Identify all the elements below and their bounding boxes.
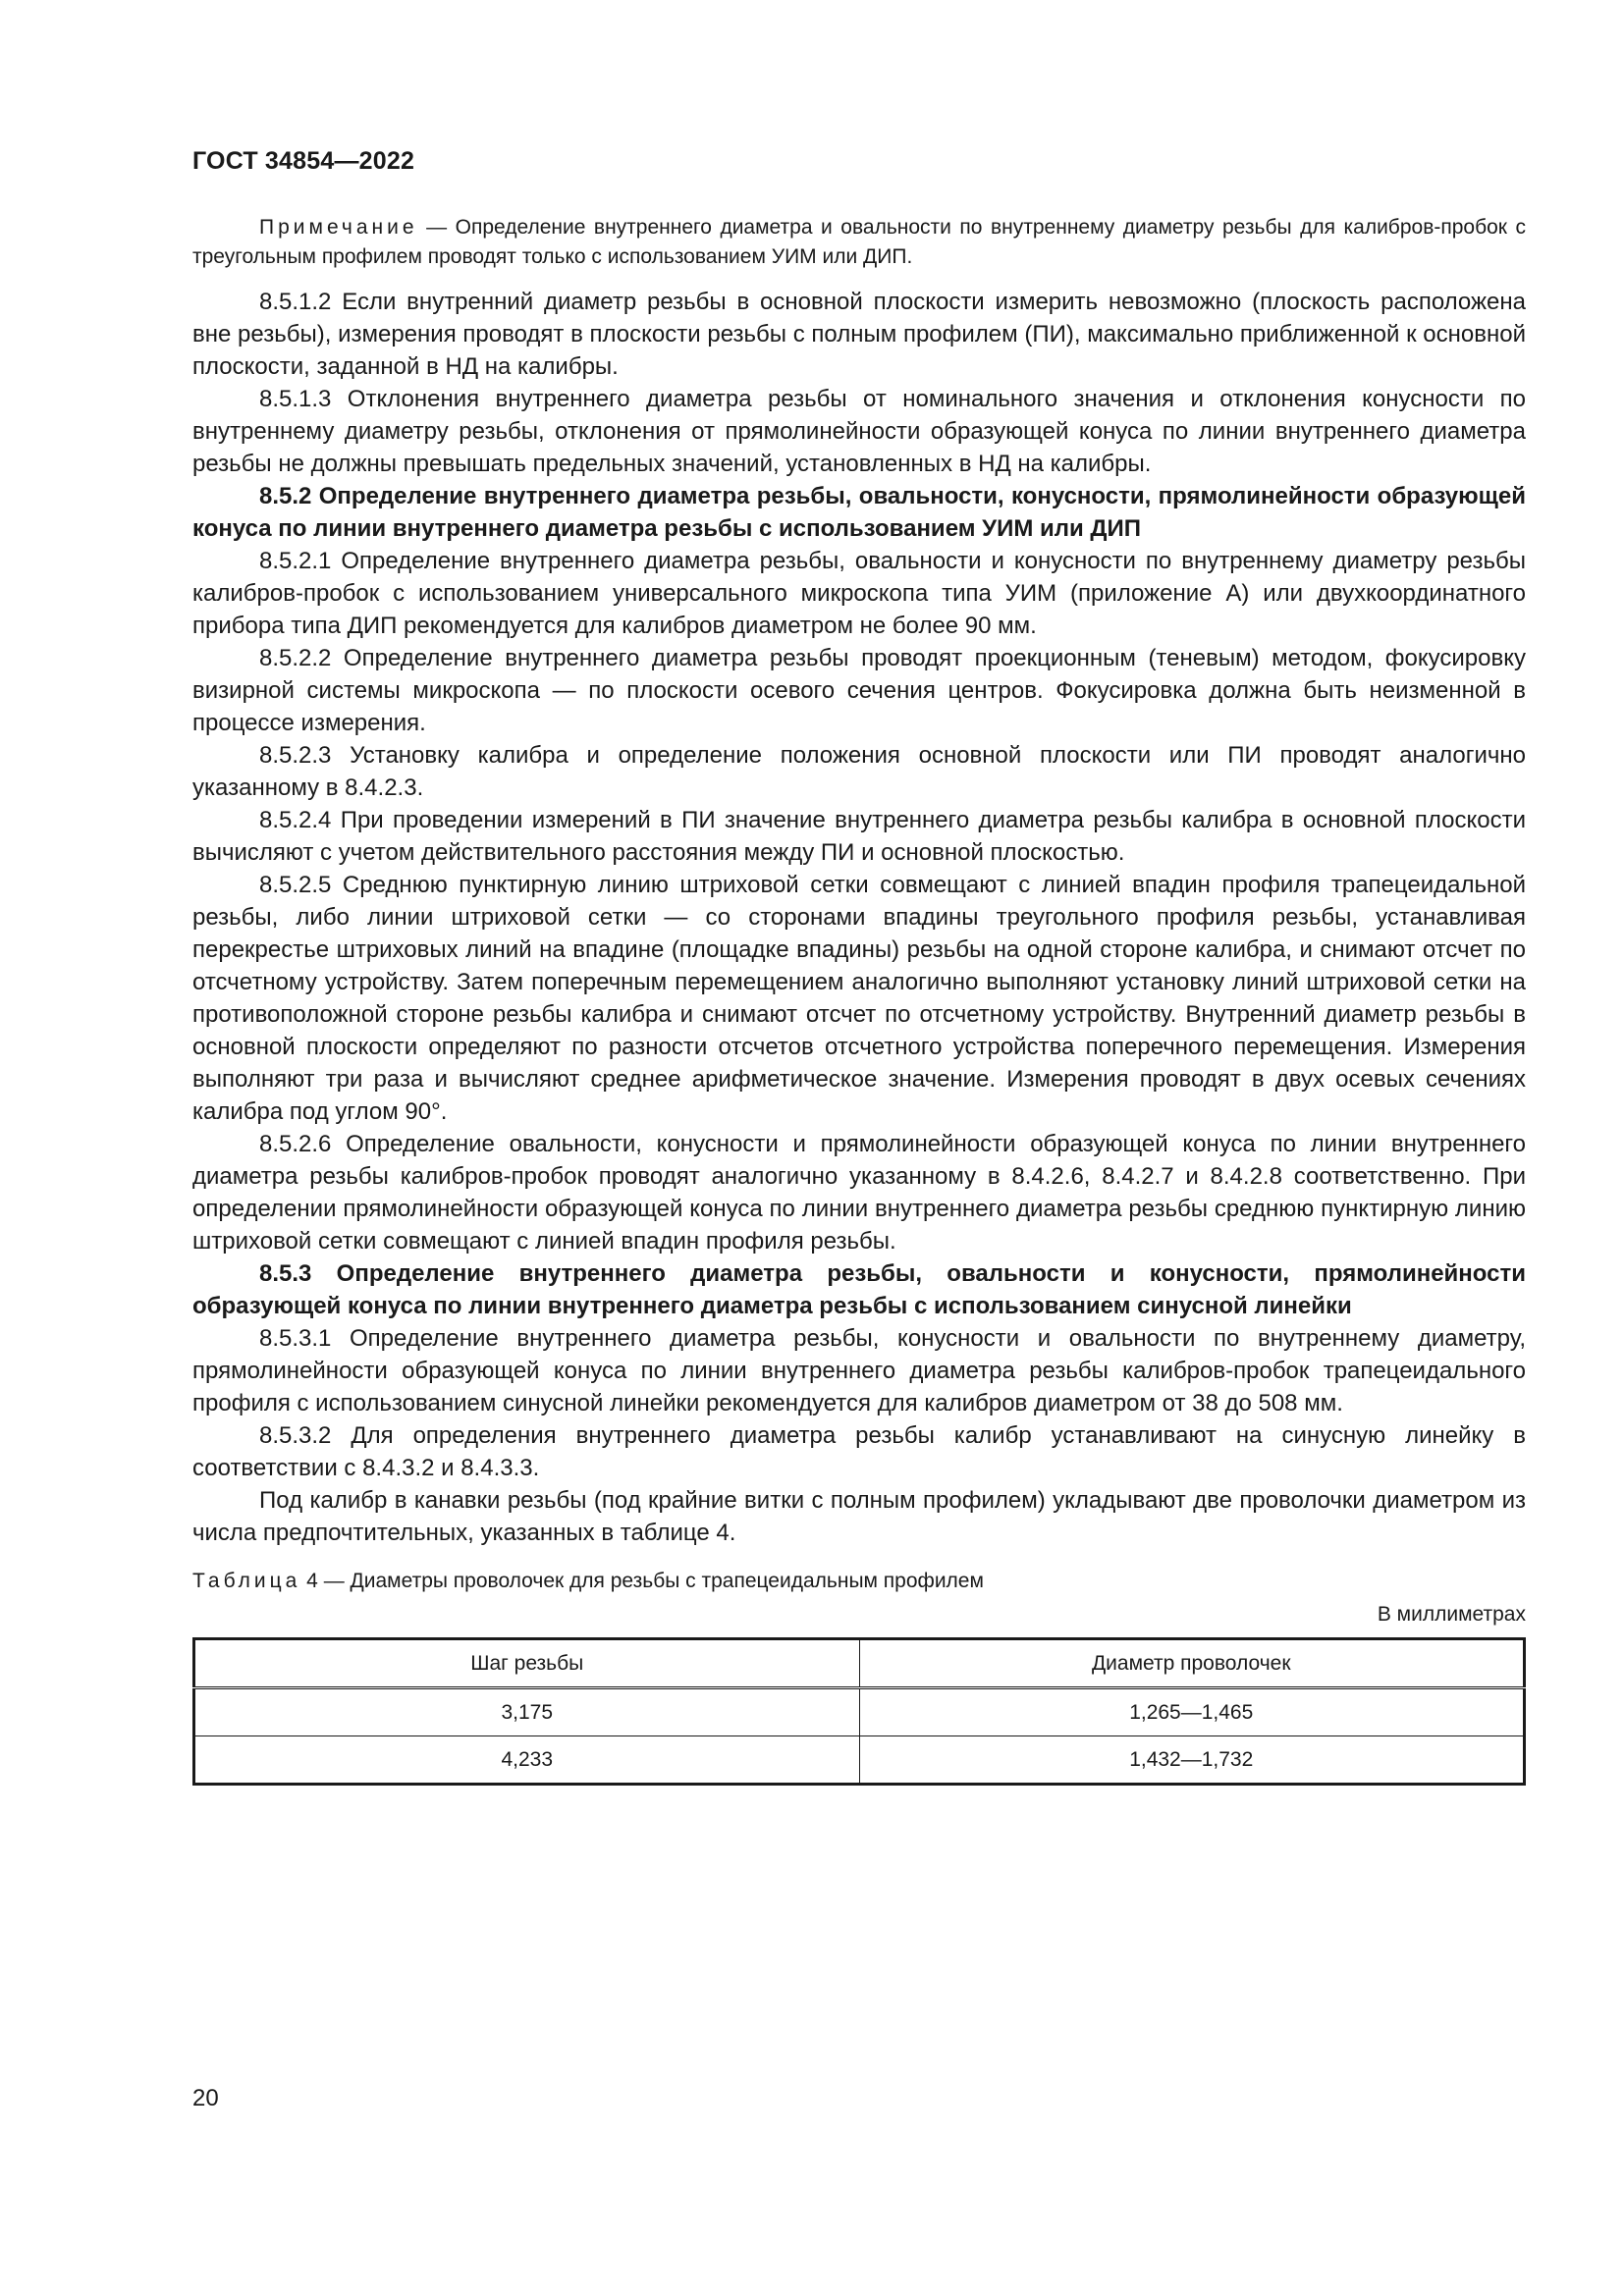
table-cell: 1,265—1,465 bbox=[859, 1688, 1525, 1736]
section-heading: 8.5.2 Определение внутреннего диаметра резьбы, овальности, конусности, прямолинейности образующей конуса по линии внутреннего диаметра резьбы с использованием УИМ или ДИП bbox=[192, 483, 1526, 542]
document-page bbox=[192, 147, 1526, 1786]
paragraph: 8.5.2.4 При проведении измерений в ПИ значение внутреннего диаметра резьбы калибра в основной плоскости вычисляют с учетом действительного расстояния между ПИ и основной плоскостью. bbox=[192, 807, 1526, 866]
paragraph: 8.5.3.2 Для определения внутреннего диаметра резьбы калибр устанавливают на синусную линейку в соответствии с 8.4.3.2 и 8.4.3.3. bbox=[192, 1422, 1526, 1481]
document-header: ГОСТ 34854—2022 bbox=[192, 147, 415, 175]
table-units: В миллиметрах bbox=[1377, 1603, 1526, 1626]
paragraph: Под калибр в канавки резьбы (под крайние витки с полным профилем) укладывают две проволочки диаметром из числа предпочтительных, указанных в таблице 4. bbox=[192, 1487, 1526, 1546]
table-caption-label: Таблица bbox=[192, 1570, 301, 1592]
page-number: 20 bbox=[192, 2085, 219, 2111]
note bbox=[192, 213, 1526, 272]
table-caption-text: 4 — Диаметры проволочек для резьбы с трапецеидальным профилем bbox=[300, 1570, 984, 1592]
paragraph: 8.5.2.1 Определение внутреннего диаметра резьбы, овальности и конусности по внутреннему диаметру резьбы калибров-пробок с использованием универсального микроскопа типа УИМ (приложение А) или двухкоординатного прибора типа ДИП рекомендуется для калибров диаметром не более 90 мм. bbox=[192, 548, 1526, 639]
table-cell: 4,233 bbox=[194, 1736, 860, 1785]
table-cell: 1,432—1,732 bbox=[859, 1736, 1525, 1785]
paragraph: 8.5.2.5 Среднюю пунктирную линию штриховой сетки совмещают с линией впадин профиля трапецеидальной резьбы, либо линии штриховой сетки — со сторонами впадины треугольного профиля резьбы, устанавливая перекрестье штриховых линий на впадине (площадке впадины) резьбы на одной стороне калибра, и снимают отсчет по отсчетному устройству. Затем поперечным перемещением аналогично выполняют установку линий штриховой сетки на противоположной стороне резьбы калибра и снимают отсчет по отсчетному устройству. Внутренний диаметр резьбы в основной плоскости определяют по разности отсчетов отсчетного устройства поперечного перемещения. Измерения выполняют три раза и вычисляют среднее арифметическое значение. Измерения проводят в двух осевых сечениях калибра под углом 90°. bbox=[192, 872, 1526, 1125]
table-header-row bbox=[194, 1639, 1525, 1688]
paragraph: 8.5.1.2 Если внутренний диаметр резьбы в основной плоскости измерить невозможно (плоскость расположена вне резьбы), измерения проводят в плоскости резьбы с полным профилем (ПИ), максимально приближенной к основной плоскости, заданной в НД на калибры. bbox=[192, 289, 1526, 380]
paragraph: 8.5.2.3 Установку калибра и определение положения основной плоскости или ПИ проводят аналогично указанному в 8.4.2.3. bbox=[192, 742, 1526, 801]
header-cell-thread-pitch: Шаг резьбы bbox=[194, 1639, 860, 1688]
header-cell-wire-diameter: Диаметр проволочек bbox=[859, 1639, 1525, 1688]
table-cell: 3,175 bbox=[194, 1688, 860, 1736]
paragraph: 8.5.1.3 Отклонения внутреннего диаметра резьбы от номинального значения и отклонения конусности по внутреннему диаметру резьбы, отклонения от прямолинейности образующей конуса по линии внутреннего диаметра резьбы не должны превышать предельных значений, установленных в НД на калибры. bbox=[192, 386, 1526, 477]
wire-diameter-table bbox=[192, 1637, 1526, 1786]
table-row bbox=[194, 1736, 1525, 1785]
table-row bbox=[194, 1688, 1525, 1736]
body-text bbox=[192, 286, 1526, 1549]
note-label: Примечание bbox=[259, 216, 418, 239]
paragraph: 8.5.2.2 Определение внутреннего диаметра резьбы проводят проекционным (теневым) методом, фокусировку визирной системы микроскопа — по плоскости осевого сечения центров. Фокусировка должна быть неизменной в процессе измерения. bbox=[192, 645, 1526, 736]
paragraph: 8.5.3.1 Определение внутреннего диаметра резьбы, конусности и овальности по внутреннему диаметру, прямолинейности образующей конуса по линии внутреннего диаметра резьбы калибров-пробок трапецеидального профиля с использованием синусной линейки рекомендуется для калибров диаметром от 38 до 508 мм. bbox=[192, 1325, 1526, 1416]
paragraph: 8.5.2.6 Определение овальности, конусности и прямолинейности образующей конуса по линии внутреннего диаметра резьбы калибров-пробок проводят аналогично указанному в 8.4.2.6, 8.4.2.7 и 8.4.2.8 соответственно. При определении прямолинейности образующей конуса по линии внутреннего диаметра резьбы среднюю пунктирную линию штриховой сетки совмещают с линией впадин профиля резьбы. bbox=[192, 1131, 1526, 1255]
section-heading: 8.5.3 Определение внутреннего диаметра резьбы, овальности и конусности, прямолинейности образующей конуса по линии внутреннего диаметра резьбы с использованием синусной линейки bbox=[192, 1260, 1526, 1319]
table-caption bbox=[192, 1567, 1526, 1596]
note-text: — Определение внутреннего диаметра и овальности по внутреннему диаметру резьбы для калибров-пробок с треугольным профилем проводят только с использованием УИМ или ДИП. bbox=[192, 216, 1526, 268]
